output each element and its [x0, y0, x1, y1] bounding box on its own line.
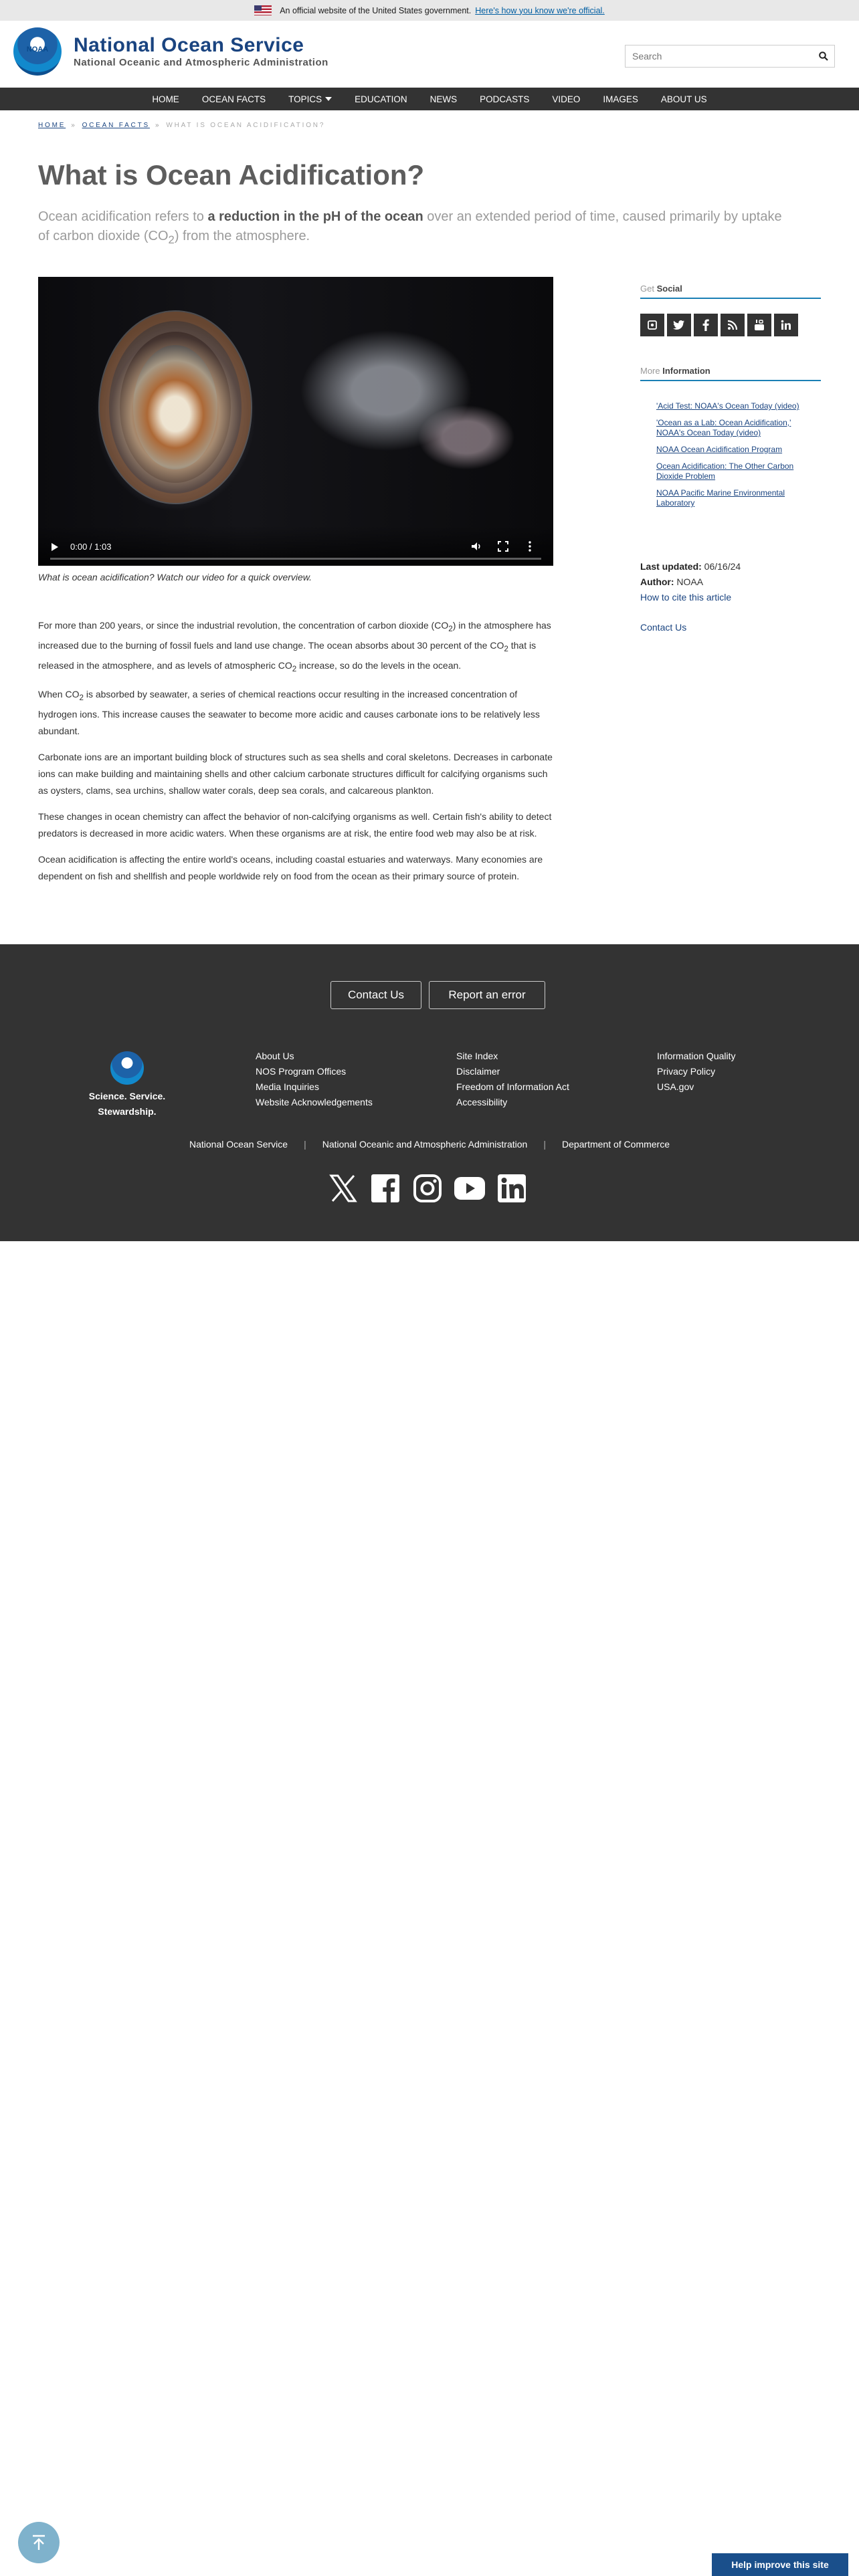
footer-col-1: [256, 1049, 373, 1110]
twitter-icon[interactable]: [667, 314, 691, 336]
fullscreen-icon[interactable]: [497, 540, 509, 552]
more-options-icon[interactable]: [527, 540, 533, 552]
search-icon[interactable]: [813, 45, 834, 67]
more-info-link[interactable]: 'Ocean as a Lab: Ocean Acidification,' NOAA's Ocean Today (video): [656, 418, 791, 437]
gov-banner-link[interactable]: Here's how you know we're official.: [475, 5, 605, 15]
footer-separator: |: [304, 1139, 306, 1150]
footer-col-3: [657, 1049, 736, 1095]
more-info-link[interactable]: 'Acid Test: NOAA's Ocean Today (video): [656, 401, 799, 411]
gov-banner-text: An official website of the United States government.: [280, 5, 472, 15]
help-improve-button[interactable]: Help improve this site: [712, 2553, 848, 2576]
facebook-icon[interactable]: [694, 314, 718, 336]
video-controls: [38, 526, 553, 566]
nav-home[interactable]: HOME: [152, 94, 179, 104]
site-title-main: National Ocean Service: [74, 34, 304, 56]
footer-link[interactable]: Information Quality: [657, 1051, 736, 1061]
youtube-icon[interactable]: [454, 1173, 485, 1204]
chevron-down-icon: [325, 97, 332, 101]
youtube-icon[interactable]: [747, 314, 771, 336]
video-caption: What is ocean acidification? Watch our video for a quick overview.: [38, 572, 312, 582]
footer-tagline: Science. Service. Stewardship.: [88, 1091, 166, 1117]
search-input[interactable]: [626, 45, 813, 67]
article-paragraph: For more than 200 years, or since the industrial revolution, the concentration of carbon dioxide $(CO_2)$ in the atmosphere has increased due to the burning of fossil fuels and land use change. The ocean absorbs about 30 percent of the $CO_2$ that is released in the atmosphere, and as levels of atmospheric $CO_2$ increase, so do the levels in the ocean.: [38, 620, 551, 673]
breadcrumb: [38, 122, 325, 129]
footer-social: [328, 1173, 527, 1204]
video-progress-bar[interactable]: [50, 558, 541, 560]
page-title: What is Ocean Acidification?: [38, 159, 425, 191]
footer-link[interactable]: Privacy Policy: [657, 1066, 716, 1077]
facebook-icon[interactable]: [370, 1173, 401, 1204]
footer-org-link[interactable]: National Oceanic and Atmospheric Administration: [322, 1139, 528, 1150]
footer-org-link[interactable]: National Ocean Service: [189, 1139, 288, 1150]
contact-us-button[interactable]: Contact Us: [330, 981, 421, 1009]
x-icon[interactable]: [328, 1173, 359, 1204]
site-title-sub: National Oceanic and Atmospheric Administration: [74, 57, 328, 68]
site-title[interactable]: [74, 34, 328, 68]
contact-us-link[interactable]: Contact Us: [640, 622, 687, 633]
more-info-heading: More Information: [640, 366, 821, 381]
breadcrumb-separator: »: [71, 122, 77, 129]
author: Author: NOAA: [640, 576, 704, 587]
back-to-top-button[interactable]: [18, 2522, 60, 2563]
social-buttons: [640, 314, 821, 336]
report-error-button[interactable]: Report an error: [429, 981, 545, 1009]
more-info-link[interactable]: NOAA Pacific Marine Environmental Laboratory: [656, 488, 785, 508]
site-footer: [0, 944, 859, 1241]
footer-link[interactable]: NOS Program Offices: [256, 1066, 347, 1077]
fossil-fuels-link[interactable]: fossil fuels: [169, 639, 214, 651]
us-flag-icon: [254, 5, 272, 15]
play-icon[interactable]: [52, 543, 58, 551]
footer-col-2: [456, 1049, 569, 1110]
article-meta: [640, 559, 821, 635]
nav-topics[interactable]: TOPICS: [277, 94, 343, 104]
breadcrumb-ocean-facts[interactable]: OCEAN FACTS: [82, 122, 150, 129]
breadcrumb-home[interactable]: HOME: [38, 122, 66, 129]
footer-link[interactable]: Site Index: [456, 1051, 498, 1061]
footer-org-links: [0, 1139, 859, 1150]
article-paragraph: When $CO_2$ is absorbed by seawater, a series of chemical reactions occur resulting in the increased concentration of hydrogen ions. This increase causes the seawater to become more acidic and causes carbonate ions to be relatively less abundant.: [38, 689, 540, 737]
noaa-logo[interactable]: NOAA: [13, 27, 62, 76]
list-item: [656, 418, 821, 438]
footer-link[interactable]: Disclaimer: [456, 1066, 500, 1077]
footer-org-link[interactable]: Department of Commerce: [561, 1139, 670, 1150]
breadcrumb-current: WHAT IS OCEAN ACIDIFICATION?: [166, 122, 326, 129]
footer-link[interactable]: USA.gov: [657, 1081, 694, 1092]
more-info-link[interactable]: Ocean Acidification: The Other Carbon Dioxide Problem: [656, 461, 794, 481]
footer-link[interactable]: Media Inquiries: [256, 1081, 319, 1092]
video-time: 0:00 / 1:03: [70, 542, 112, 552]
breadcrumb-separator: »: [155, 122, 161, 129]
linkedin-icon[interactable]: [774, 314, 798, 336]
video-frame-shell: [98, 310, 252, 504]
arrow-up-icon: [29, 2533, 48, 2552]
sidebar-more-info: [640, 366, 821, 515]
more-info-link[interactable]: NOAA Ocean Acidification Program: [656, 445, 783, 454]
volume-icon[interactable]: [470, 540, 482, 552]
article-body: [38, 617, 553, 894]
list-item: [656, 445, 821, 455]
article-paragraph: Ocean acidification is affecting the entire world's oceans, including coastal estuaries and waterways. Many economies are dependent on fish and shellfish and people worldwide rely on food from the ocean as their primary source of protein.: [38, 854, 543, 882]
footer-link[interactable]: About Us: [256, 1051, 294, 1061]
site-header: [0, 21, 859, 88]
land-use-change-link[interactable]: land use change: [234, 639, 304, 651]
list-item: [656, 488, 821, 508]
video-player[interactable]: [38, 277, 553, 566]
nav-images[interactable]: IMAGES: [603, 94, 638, 104]
nav-education[interactable]: EDUCATION: [355, 94, 407, 104]
footer-link[interactable]: Freedom of Information Act: [456, 1081, 569, 1092]
social-heading: Get Social: [640, 284, 821, 299]
sidebar-social: [640, 284, 821, 336]
instagram-icon[interactable]: [412, 1173, 443, 1204]
cite-link[interactable]: How to cite this article: [640, 592, 732, 603]
linkedin-icon[interactable]: [496, 1173, 527, 1204]
rss-icon[interactable]: [721, 314, 745, 336]
nav-news[interactable]: NEWS: [430, 94, 458, 104]
footer-separator: |: [543, 1139, 546, 1150]
last-updated: Last updated: 06/16/24: [640, 561, 741, 572]
footer-link[interactable]: Accessibility: [456, 1097, 508, 1107]
search-box: [625, 45, 835, 68]
list-item: [656, 461, 821, 481]
nav-ocean-facts[interactable]: OCEAN FACTS: [201, 94, 266, 104]
article-paragraph: These changes in ocean chemistry can affect the behavior of non-calcifying organisms as well. Certain fish's ability to detect predators is decreased in more acidic waters. When these organisms are at risk, the entire food web may also be at risk.: [38, 811, 552, 839]
share-icon[interactable]: [640, 314, 664, 336]
noaa-footer-logo[interactable]: [110, 1051, 144, 1085]
main-nav: [0, 88, 859, 110]
nav-about-us[interactable]: ABOUT US: [660, 94, 707, 104]
more-info-list: [640, 401, 821, 508]
nav-video[interactable]: VIDEO: [552, 94, 581, 104]
article-paragraph: Carbonate ions are an important building block of structures such as sea shells and coral skeletons. Decreases in carbonate ions can make building and maintaining shells and other calcium carbonate structures difficult for calcifying organisms such as oysters, clams, sea urchins, shallow water corals, deep sea corals, and calcareous plankton.: [38, 752, 553, 796]
footer-link[interactable]: Website Acknowledgements: [256, 1097, 373, 1107]
gov-banner: [0, 0, 859, 21]
list-item: [656, 401, 821, 411]
nav-podcasts[interactable]: PODCASTS: [480, 94, 530, 104]
page-lead: Ocean acidification refers to a reduction in the pH of the ocean over an extended period of time, caused primarily by uptake of carbon dioxide $(CO_2)$ from the atmosphere.: [38, 209, 782, 246]
